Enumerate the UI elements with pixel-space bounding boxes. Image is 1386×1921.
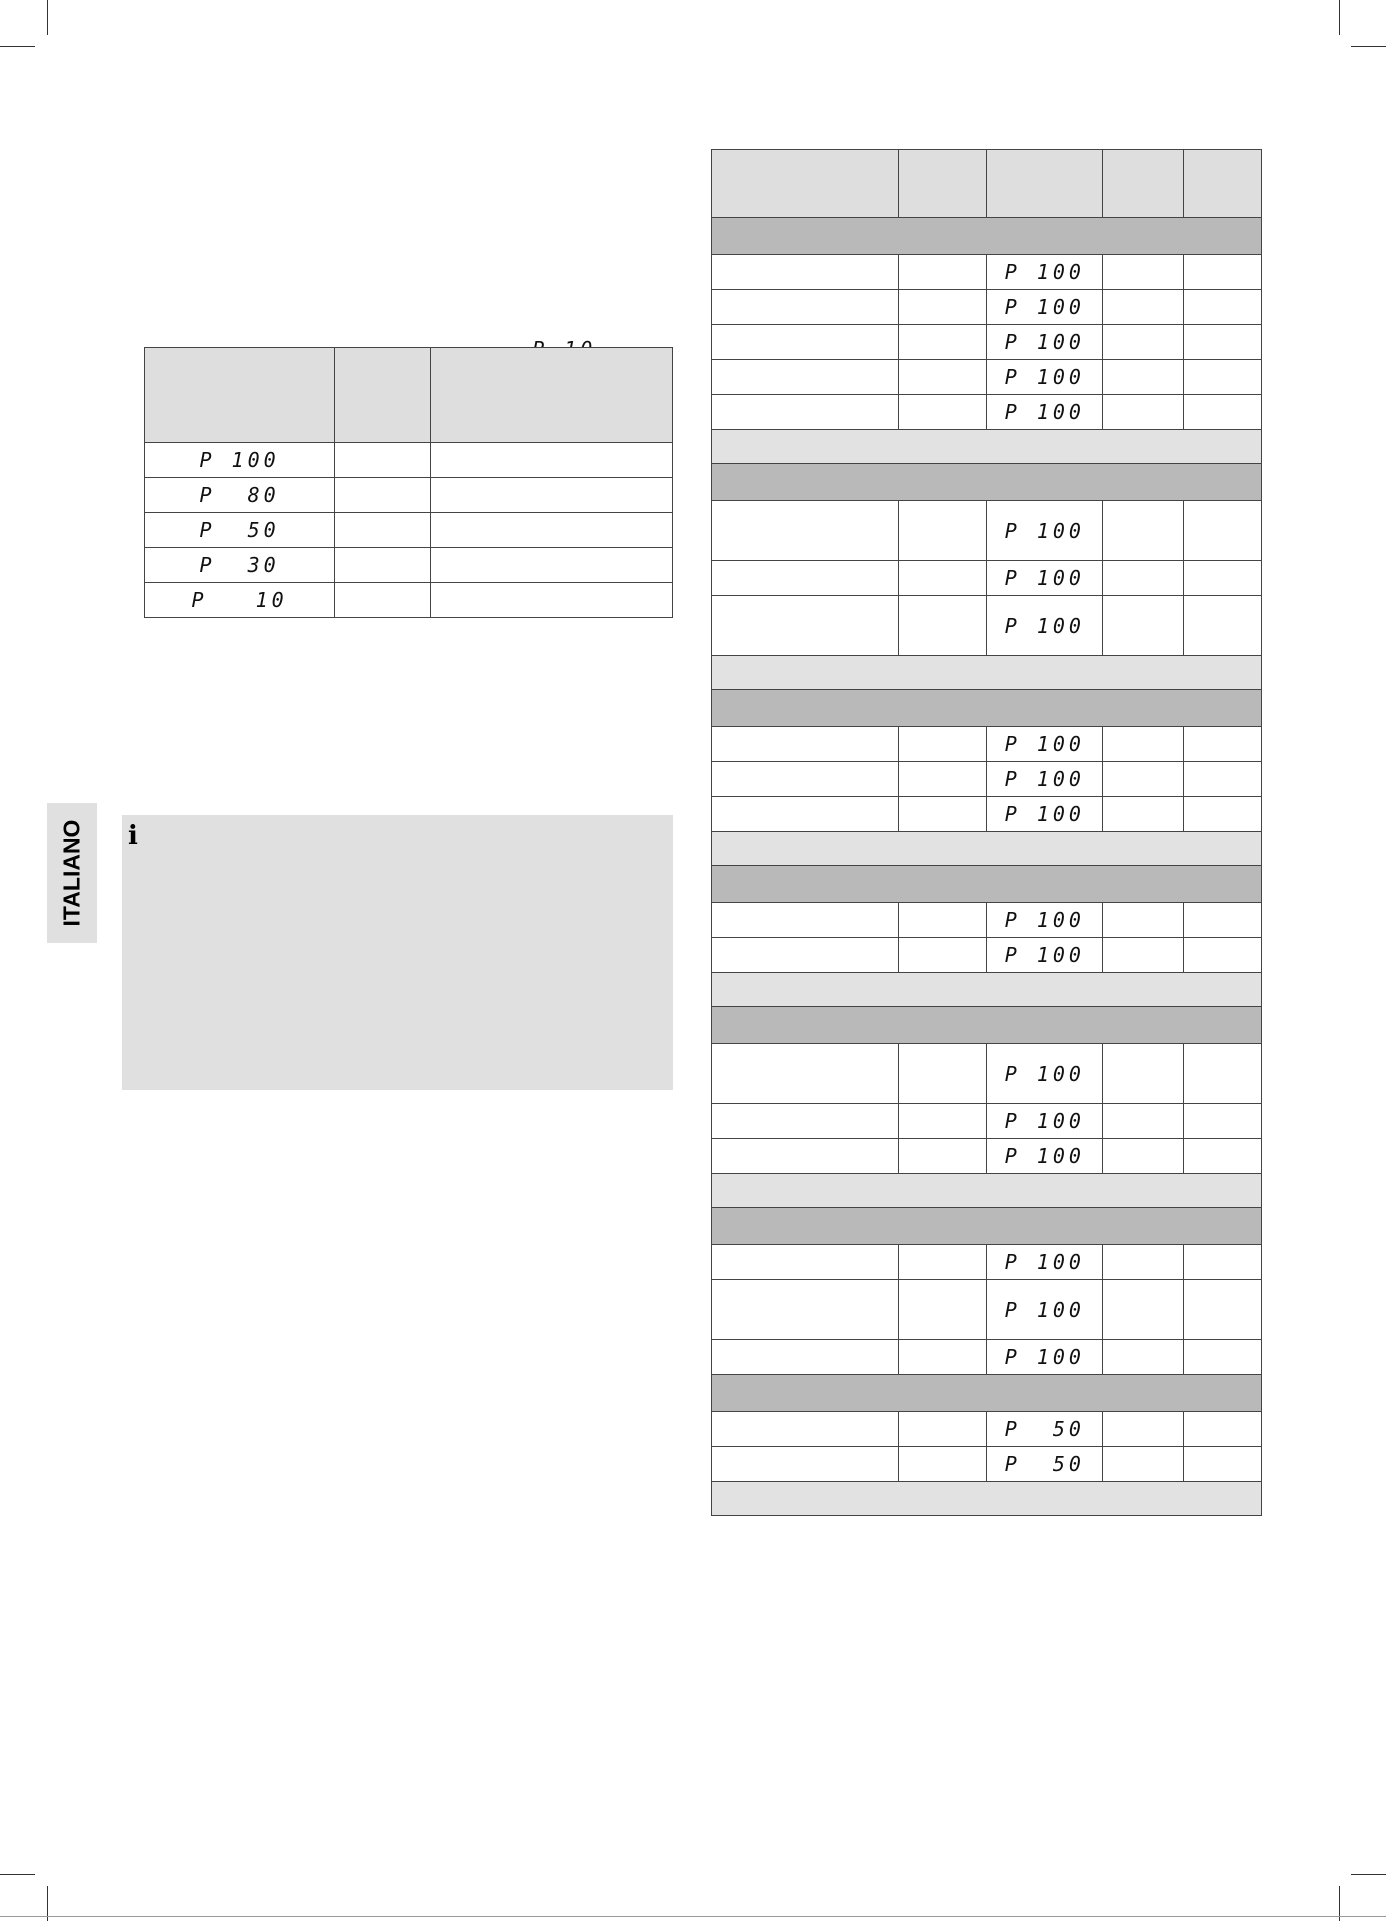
section-header-cell [712, 1007, 1262, 1044]
note-cell [712, 1174, 1262, 1208]
cooking-table-cell [1103, 1104, 1184, 1139]
power-table-header-cell [431, 348, 673, 443]
note-row [712, 1482, 1262, 1516]
cooking-table-cell [1103, 762, 1184, 797]
power-setting-cell [987, 325, 1103, 360]
power-table-header-cell [335, 348, 431, 443]
cooking-table-cell [712, 938, 899, 973]
power-setting-display: P 100 [1004, 732, 1085, 756]
cooking-table-row [712, 1412, 1262, 1447]
power-setting-display: P 100 [1004, 1345, 1085, 1369]
note-row [712, 832, 1262, 866]
cooking-table-cell [898, 727, 987, 762]
cooking-table-cell [898, 762, 987, 797]
cooking-table-cell [1103, 290, 1184, 325]
cooking-table-cell [1103, 325, 1184, 360]
power-setting-display: P 100 [1004, 1297, 1085, 1322]
power-table-cell [431, 513, 673, 548]
note-row [712, 1174, 1262, 1208]
cooking-table-cell [1103, 727, 1184, 762]
cooking-table-row [712, 1245, 1262, 1280]
cooking-table-cell [1103, 938, 1184, 973]
language-tab-label: ITALIANO [58, 819, 85, 927]
cooking-table-cell [712, 255, 899, 290]
power-setting-display: P 100 [1004, 767, 1085, 791]
power-setting-cell [987, 561, 1103, 596]
section-header-row [712, 1007, 1262, 1044]
cooking-table-cell [1184, 1280, 1262, 1340]
cooking-table-cell [898, 325, 987, 360]
cooking-table-cell [712, 1044, 899, 1104]
cooking-table-cell [712, 596, 899, 656]
cooking-table-cell [712, 561, 899, 596]
language-tab [47, 803, 97, 943]
cooking-table-cell [1184, 501, 1262, 561]
cooking-table-cell [1184, 1340, 1262, 1375]
cooking-table-cell [712, 762, 899, 797]
cooking-table-cell [1184, 395, 1262, 430]
cooking-table-cell [1103, 596, 1184, 656]
cooking-table-cell [712, 395, 899, 430]
cooking-table-cell [1184, 938, 1262, 973]
cooking-table-row [712, 762, 1262, 797]
cooking-table-row [712, 727, 1262, 762]
cooking-table-cell [898, 1139, 987, 1174]
cooking-table-row [712, 255, 1262, 290]
cooking-table-cell [712, 290, 899, 325]
power-setting-cell [987, 1340, 1103, 1375]
cooking-table-cell [898, 395, 987, 430]
power-setting-cell [987, 1412, 1103, 1447]
cooking-table-cell [898, 255, 987, 290]
cooking-table-cell [898, 1412, 987, 1447]
section-header-cell [712, 1375, 1262, 1412]
cooking-table-cell [1184, 596, 1262, 656]
cooking-table-cell [898, 360, 987, 395]
cooking-table-cell [898, 1447, 987, 1482]
cooking-table-cell [1103, 1280, 1184, 1340]
cooking-table-row [712, 1044, 1262, 1104]
power-level-cell [145, 548, 335, 583]
cooking-table-cell [712, 1412, 899, 1447]
cooking-table-cell [1103, 395, 1184, 430]
power-setting-display: P 100 [1004, 295, 1085, 319]
cooking-table-cell [898, 1104, 987, 1139]
section-header-cell [712, 1208, 1262, 1245]
cooking-table-row [712, 1340, 1262, 1375]
cooking-table-cell [712, 1340, 899, 1375]
cooking-table-row [712, 290, 1262, 325]
cooking-table-cell [1103, 360, 1184, 395]
cooking-table-row [712, 325, 1262, 360]
section-header-row [712, 1208, 1262, 1245]
cooking-table-cell [1184, 762, 1262, 797]
power-setting-display: P 100 [1004, 1061, 1085, 1086]
cooking-table [711, 149, 1262, 1516]
power-setting-cell [987, 150, 1103, 218]
cooking-table-row [712, 903, 1262, 938]
power-setting-cell [987, 762, 1103, 797]
cooking-table-cell [898, 903, 987, 938]
cooking-table-cell [712, 1280, 899, 1340]
note-row [712, 973, 1262, 1007]
power-table-header-row [145, 348, 673, 443]
power-level-table [144, 347, 673, 618]
power-table-cell [431, 478, 673, 513]
note-row [712, 656, 1262, 690]
section-header-row [712, 464, 1262, 501]
note-cell [712, 832, 1262, 866]
power-table-cell [431, 548, 673, 583]
cooking-table-cell [1184, 1245, 1262, 1280]
cooking-table-row [712, 561, 1262, 596]
power-level-display: P 50 [199, 518, 280, 542]
cooking-table-cell [1184, 255, 1262, 290]
cooking-table-cell [1103, 1412, 1184, 1447]
power-setting-cell [987, 255, 1103, 290]
power-table-cell [335, 583, 431, 618]
power-setting-display: P 100 [1004, 1144, 1085, 1168]
cooking-table-cell [712, 360, 899, 395]
power-level-display: P 80 [199, 483, 280, 507]
power-table-row [145, 443, 673, 478]
cooking-table-cell [1184, 1104, 1262, 1139]
cooking-table-cell [1184, 325, 1262, 360]
crop-mark [0, 1874, 35, 1875]
cooking-table-row [712, 1280, 1262, 1340]
power-setting-cell [987, 727, 1103, 762]
power-level-cell [145, 583, 335, 618]
cooking-table-cell [1184, 360, 1262, 395]
cooking-table-cell [1184, 903, 1262, 938]
power-table-header-cell [145, 348, 335, 443]
power-setting-cell [987, 1245, 1103, 1280]
power-table-row [145, 548, 673, 583]
power-setting-cell [987, 903, 1103, 938]
cooking-table-cell [1103, 797, 1184, 832]
cooking-table-cell [1103, 1139, 1184, 1174]
cooking-table-cell [1103, 1245, 1184, 1280]
power-table-cell [431, 443, 673, 478]
cooking-table-cell [1184, 1044, 1262, 1104]
note-row [712, 430, 1262, 464]
power-table-cell [431, 583, 673, 618]
section-header-cell [712, 866, 1262, 903]
cooking-table-cell [1103, 561, 1184, 596]
cooking-table-cell [898, 1245, 987, 1280]
power-setting-display: P 100 [1004, 943, 1085, 967]
power-setting-display: P 100 [1004, 330, 1085, 354]
crop-mark [1351, 46, 1386, 47]
power-setting-display: P 100 [1004, 613, 1085, 638]
section-header-row [712, 690, 1262, 727]
cooking-table-row [712, 1139, 1262, 1174]
power-table-row [145, 478, 673, 513]
cooking-table-cell [1184, 290, 1262, 325]
power-setting-display: P 100 [1004, 518, 1085, 543]
cooking-table-cell [712, 150, 899, 218]
power-table-row [145, 583, 673, 618]
cooking-table-cell [898, 938, 987, 973]
cooking-table-row [712, 1447, 1262, 1482]
cooking-table-cell [898, 1340, 987, 1375]
power-setting-cell [987, 360, 1103, 395]
cooking-table-cell [1103, 903, 1184, 938]
cooking-table-row [712, 501, 1262, 561]
cooking-table-cell [1103, 1044, 1184, 1104]
cooking-table-cell [712, 1245, 899, 1280]
cooking-table-cell [712, 727, 899, 762]
cooking-table-cell [898, 561, 987, 596]
power-level-display: P 10 [191, 588, 288, 612]
note-cell [712, 973, 1262, 1007]
power-setting-display: P 100 [1004, 802, 1085, 826]
power-level-cell [145, 443, 335, 478]
crop-mark [1339, 0, 1340, 35]
power-setting-cell [987, 290, 1103, 325]
cooking-table-cell [1103, 501, 1184, 561]
section-header-row [712, 1375, 1262, 1412]
cooking-table-cell [1103, 1447, 1184, 1482]
cooking-table-cell [1103, 150, 1184, 218]
cooking-table-cell [898, 797, 987, 832]
power-table-cell [335, 548, 431, 583]
cooking-table-cell [898, 290, 987, 325]
power-level-display: P 30 [199, 553, 280, 577]
cooking-table-row [712, 797, 1262, 832]
cooking-table-cell [712, 1139, 899, 1174]
note-cell [712, 430, 1262, 464]
note-cell [712, 656, 1262, 690]
power-setting-cell [987, 797, 1103, 832]
power-setting-cell [987, 596, 1103, 656]
power-setting-cell [987, 1044, 1103, 1104]
section-header-row [712, 218, 1262, 255]
power-setting-display: P 100 [1004, 400, 1085, 424]
cooking-table-cell [1184, 1447, 1262, 1482]
cooking-table-header-row [712, 150, 1262, 218]
cooking-table-cell [1103, 255, 1184, 290]
section-header-cell [712, 690, 1262, 727]
power-setting-cell [987, 1139, 1103, 1174]
cooking-table-cell [712, 501, 899, 561]
cooking-table-cell [898, 1044, 987, 1104]
cooking-table-row [712, 395, 1262, 430]
cooking-table-cell [898, 1280, 987, 1340]
power-table-cell [335, 513, 431, 548]
cooking-table-cell [712, 1104, 899, 1139]
page-bottom-rule [0, 1916, 1386, 1917]
power-setting-cell [987, 938, 1103, 973]
cooking-table-cell [712, 325, 899, 360]
cooking-table-row [712, 938, 1262, 973]
cooking-table-cell [1184, 727, 1262, 762]
cooking-table-row [712, 360, 1262, 395]
cooking-table-cell [1103, 1340, 1184, 1375]
section-header-cell [712, 464, 1262, 501]
cooking-table-cell [1184, 797, 1262, 832]
cooking-table-cell [898, 596, 987, 656]
power-level-cell [145, 478, 335, 513]
section-header-row [712, 866, 1262, 903]
cooking-table-row [712, 1104, 1262, 1139]
cooking-table-row [712, 596, 1262, 656]
power-level-display: P 100 [199, 448, 280, 472]
power-setting-display: P 100 [1004, 1250, 1085, 1274]
cooking-table-cell [712, 797, 899, 832]
section-header-cell [712, 218, 1262, 255]
cooking-table-cell [898, 501, 987, 561]
info-box [122, 815, 673, 1090]
power-setting-display: P 50 [1004, 1417, 1085, 1441]
power-setting-display: P 100 [1004, 365, 1085, 389]
crop-mark [0, 46, 35, 47]
cooking-table-cell [1184, 1412, 1262, 1447]
power-table-cell [335, 478, 431, 513]
crop-mark [47, 0, 48, 35]
power-setting-display: P 50 [1004, 1452, 1085, 1476]
cooking-table-cell [712, 903, 899, 938]
power-setting-cell [987, 1104, 1103, 1139]
power-setting-cell [987, 1447, 1103, 1482]
cooking-table-cell [712, 1447, 899, 1482]
cooking-table-cell [1184, 1139, 1262, 1174]
power-setting-cell [987, 501, 1103, 561]
power-setting-display: P 100 [1004, 566, 1085, 590]
power-setting-display: P 100 [1004, 908, 1085, 932]
power-setting-cell [987, 1280, 1103, 1340]
power-setting-cell [987, 395, 1103, 430]
power-table-cell [335, 443, 431, 478]
power-level-cell [145, 513, 335, 548]
cooking-table-cell [898, 150, 987, 218]
cooking-table-cell [1184, 561, 1262, 596]
info-icon: i [128, 821, 138, 851]
crop-mark [1351, 1874, 1386, 1875]
note-cell [712, 1482, 1262, 1516]
cooking-table-cell [1184, 150, 1262, 218]
power-setting-display: P 100 [1004, 260, 1085, 284]
power-table-row [145, 513, 673, 548]
power-setting-display: P 100 [1004, 1109, 1085, 1133]
